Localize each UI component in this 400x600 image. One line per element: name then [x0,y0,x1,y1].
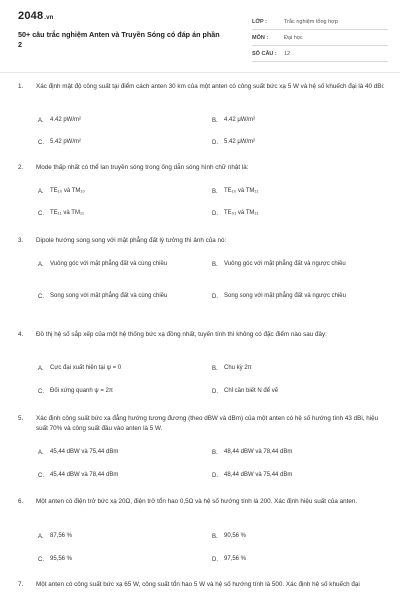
question-text: Xác định công suất bức xạ đẳng hướng tương đương (theo dBW và dBm) của một anten có hệ số hướng tính 43 dBi, hiệu suất 70% và công suất đầu vào anten là 5 W. [36,415,379,432]
site-logo[interactable]: 2048.vn [18,10,54,22]
meta-subject: MÔN : Đại học [252,30,388,46]
answer-option[interactable]: C. 45,44 dBW và 78,44 dBm [38,472,119,479]
question-text: Dipole hướng song song với mặt phẳng đất lý tưởng thì ảnh của nó: [36,237,227,244]
answer-option[interactable]: A. TE₁₀ và TM₁₀ [38,188,85,195]
question-6: 6. Một anten có điện trở bức xạ 20Ω, điện trở tổn hao 0,5Ω và hệ số hướng tính là 200. Xác định hiệu suất của anten. [18,497,388,507]
answer-option[interactable]: D. TE₀₁ và TM₁₁ [212,210,259,217]
answer-option[interactable]: D. 5.42 μW/m² [212,139,256,146]
answer-option[interactable]: B. 48,44 dBW và 78,44 dBm [212,449,293,456]
answer-option[interactable]: B. TE₁₀ và TM₁₁ [212,188,259,195]
exam-title: 50+ câu trắc nghiệm Anten và Truyền Sóng có đáp án phần 2 [18,30,220,49]
question-text: Mode thấp nhất có thể lan truyền sóng trong ống dẫn sóng hình chữ nhật là: [36,164,249,171]
meta-class: LỚP : Trắc nghiệm tổng hợp [252,14,388,30]
answer-option[interactable]: D. Chỉ cần biết N để vẽ [212,388,279,395]
answer-option[interactable]: B. 90,56 % [212,533,247,540]
question-3: 3. Dipole hướng song song với mặt phẳng đất lý tưởng thì ảnh của nó: [18,236,388,246]
answer-option[interactable]: C. Song song với mặt phẳng đất và cùng chiều [38,293,168,300]
answer-option[interactable]: D. 97,56 % [212,556,247,563]
answer-option[interactable]: A. Cực đại xuất hiện tại ψ = 0 [38,365,122,372]
question-text: Một anten có điện trở bức xạ 20Ω, điện trở tổn hao 0,5Ω và hệ số hướng tính là 200. Xác định hiệu suất của anten. [36,498,358,505]
question-7: 7. Một anten có công suất bức xạ 65 W, công suất tổn hao 5 W và hệ số hướng tính là 500. Xác định hệ số khuếch đại [18,580,388,590]
answer-option[interactable]: C. Đối xứng quanh ψ = 2π [38,388,113,395]
answer-option[interactable]: A. 4.42 pW/m² [38,117,82,124]
question-text: Một anten có công suất bức xạ 65 W, công suất tổn hao 5 W và hệ số hướng tính là 500. Xác định hệ số khuếch đại [36,581,360,588]
question-1: 1. Xác định mật độ công suất tại điểm cách anten 30 km của một anten có công suất bức xạ 5 W và hệ số khuếch đại là 40 dBi: [18,82,388,92]
answer-option[interactable]: C. 5.42 pW/m² [38,139,82,146]
answer-option[interactable]: B. Vuông góc với mặt phẳng đất và ngược chiều [212,261,346,268]
question-text: Xác định mật độ công suất tại điểm cách anten 30 km của một anten có công suất bức xạ 5 W và hệ số khuếch đại là 40 dBi: [36,83,385,90]
question-5: 5. Xác định công suất bức xạ đẳng hướng tương đương (theo dBW và dBm) của một anten có hệ số hướng tính 43 dBi, hiệu suất 70% và công suất đầu vào anten là 5 W. [18,414,388,434]
answer-option[interactable]: A. 45,44 dBW và 75,44 dBm [38,449,119,456]
meta-question-count: SỐ CÂU : 12 [252,46,388,62]
answer-option[interactable]: B. Chu kỳ 2π [212,365,252,372]
answer-option[interactable]: C. TE₁₁ và TM₁₁ [38,210,84,217]
header [0,0,400,72]
answer-option[interactable]: D. Song song với mặt phẳng đất và ngược chiều [212,293,346,300]
answer-option[interactable]: D. 48,44 dBW và 75,44 dBm [212,472,293,479]
answer-option[interactable]: A. Vuông góc với mặt phẳng đất và cùng chiều [38,261,168,268]
header-divider [0,72,400,73]
question-4: 4. Đồ thị hệ số sắp xếp của một hệ thống bức xạ đồng nhất, tuyến tính thì không có đặc điểm nào sau đây: [18,330,388,340]
exam-meta [252,14,388,62]
answer-option[interactable]: B. 4.42 μW/m² [212,117,256,124]
question-2: 2. Mode thấp nhất có thể lan truyền sóng trong ống dẫn sóng hình chữ nhật là: [18,163,388,173]
answer-option[interactable]: C. 95,56 % [38,556,73,563]
question-text: Đồ thị hệ số sắp xếp của một hệ thống bức xạ đồng nhất, tuyến tính thì không có đặc điểm nào sau đây: [36,331,327,338]
answer-option[interactable]: A. 87,56 % [38,533,73,540]
